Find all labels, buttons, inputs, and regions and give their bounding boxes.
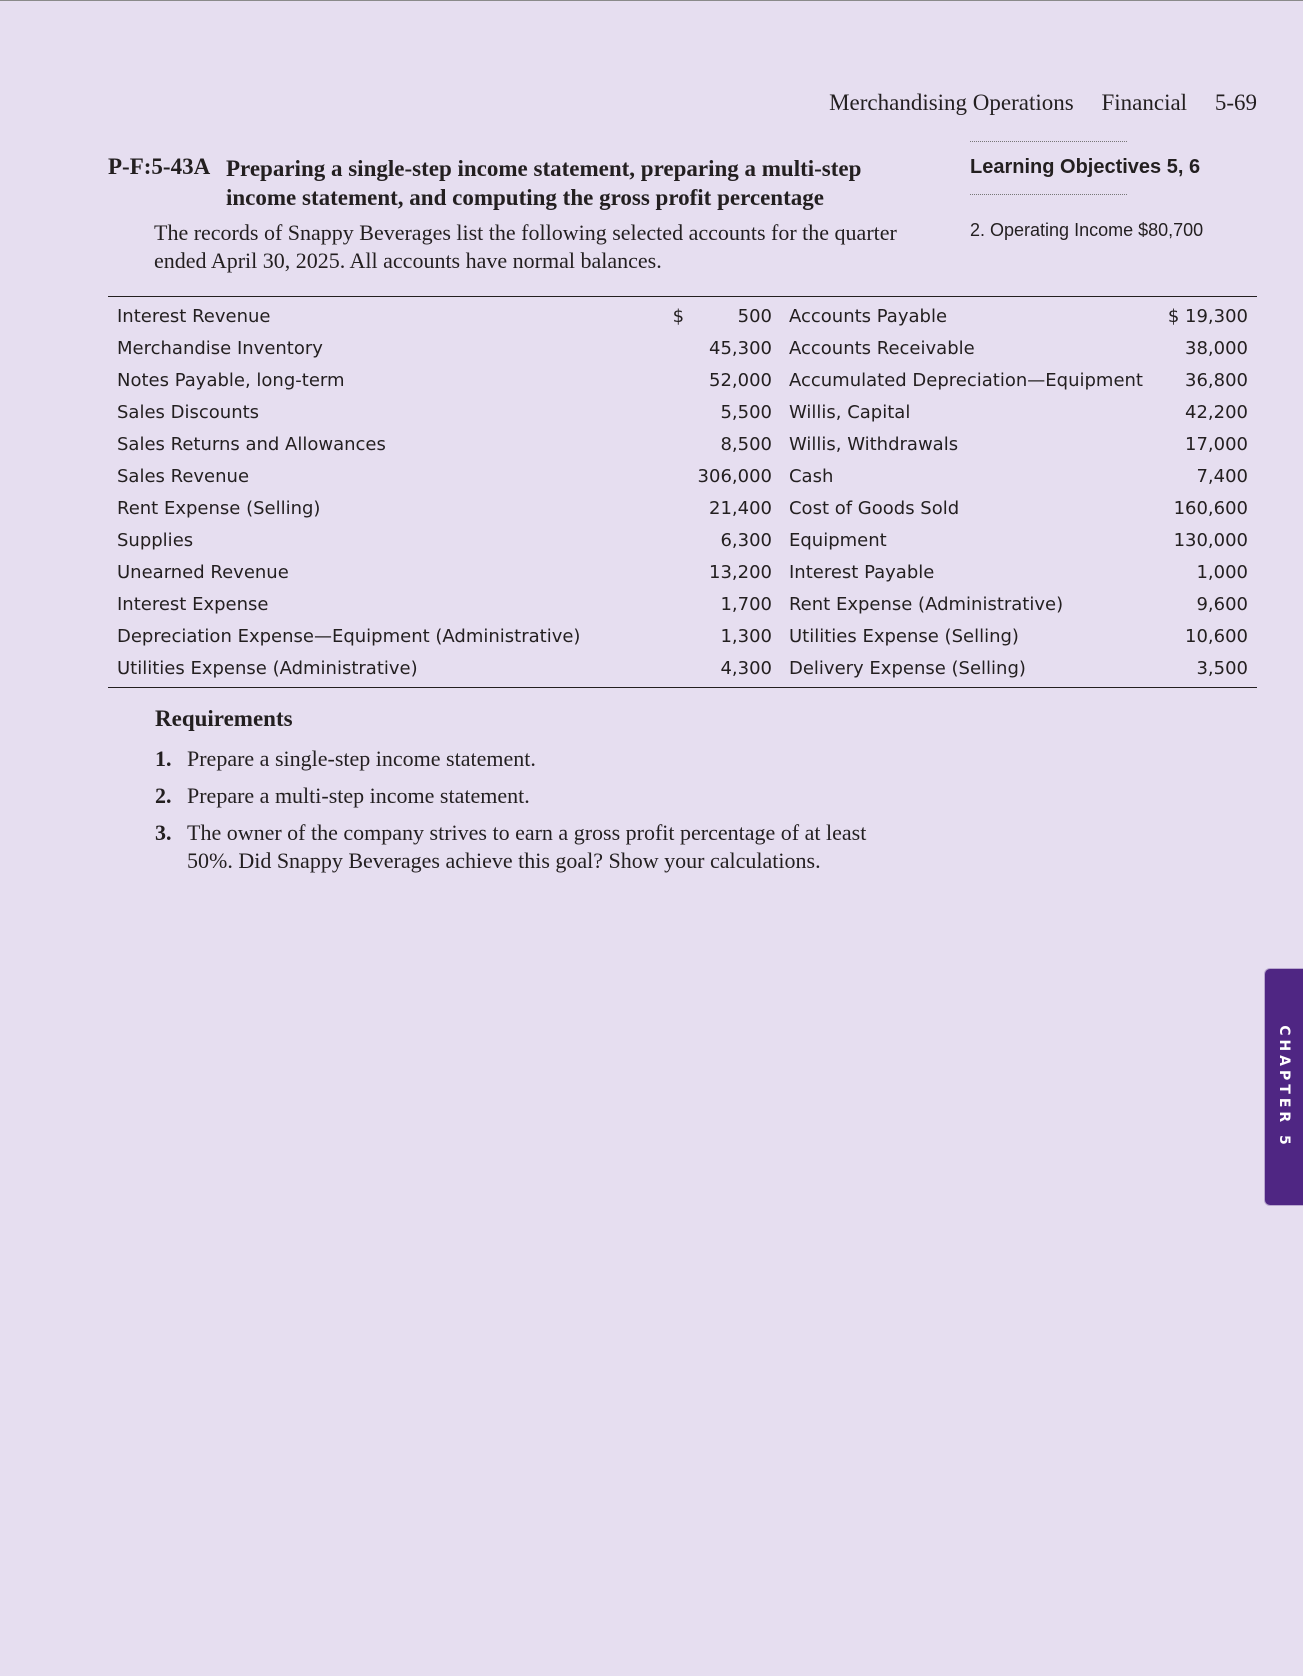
- account-name-right: Willis, Withdrawals: [788, 433, 959, 455]
- account-row: [108, 297, 1257, 333]
- account-name-left: Unearned Revenue: [117, 561, 289, 583]
- currency-symbol: [673, 364, 693, 396]
- currency-symbol: [673, 588, 693, 620]
- account-balance-left: 6,300: [720, 529, 772, 551]
- requirements-list: [155, 745, 885, 884]
- account-name-left: Supplies: [117, 529, 194, 551]
- check-figure: 2. Operating Income $80,700: [970, 220, 1204, 240]
- account-name-left: Sales Discounts: [117, 401, 260, 423]
- requirement-number: 2.: [155, 783, 172, 808]
- account-name-right: Interest Payable: [788, 561, 935, 583]
- account-balance-left: 45,300: [709, 337, 772, 359]
- account-balance-left: 21,400: [709, 497, 772, 519]
- account-balance-left: 13,200: [709, 561, 772, 583]
- account-name-left: Sales Revenue: [117, 465, 250, 487]
- currency-symbol: [673, 652, 693, 688]
- currency-symbol: [673, 492, 693, 524]
- learning-objectives-top-rule: [970, 141, 1127, 142]
- account-balance-right: 10,600: [1185, 625, 1248, 647]
- requirement-text: Prepare a multi-step income statement.: [187, 783, 530, 808]
- account-name-right: Rent Expense (Administrative): [788, 593, 1064, 615]
- problem-number: P-F:5-43A: [108, 154, 211, 179]
- top-rule: [0, 0, 1303, 1]
- currency-symbol: [673, 396, 693, 428]
- account-name-right: Accounts Payable: [788, 305, 948, 327]
- currency-symbol: $: [672, 305, 685, 327]
- account-name-left: Merchandise Inventory: [117, 337, 323, 359]
- requirement-number: 1.: [155, 746, 172, 771]
- account-balance-right: $ 19,300: [1167, 305, 1248, 327]
- account-balance-left: 306,000: [697, 465, 772, 487]
- account-balance-right: 1,000: [1196, 561, 1248, 583]
- account-balance-right: 160,600: [1173, 497, 1248, 519]
- account-row: [108, 524, 1257, 556]
- account-row: [108, 428, 1257, 460]
- account-row: [108, 588, 1257, 620]
- account-name-right: Utilities Expense (Selling): [788, 625, 1019, 647]
- account-balance-right: 7,400: [1196, 465, 1248, 487]
- requirement-text: Prepare a single-step income statement.: [187, 746, 536, 771]
- account-balance-left: 5,500: [720, 401, 772, 423]
- running-head-chapter-title: Merchandising Operations: [829, 90, 1074, 115]
- requirement-text: The owner of the company strives to earn a gross profit percentage of at least 50%. Did Snappy Beverages achieve this goal? Show your calculations.: [187, 820, 867, 873]
- account-row: [108, 492, 1257, 524]
- account-balance-left: 1,700: [720, 593, 772, 615]
- account-balance-left: 500: [737, 305, 772, 327]
- account-balance-left: 1,300: [720, 625, 772, 647]
- running-head: [829, 90, 1257, 116]
- account-balance-left: 8,500: [720, 433, 772, 455]
- requirement-number: 3.: [155, 820, 172, 845]
- page-number: 5-69: [1214, 90, 1257, 115]
- account-row: [108, 556, 1257, 588]
- chapter-tab[interactable]: [1264, 968, 1303, 1206]
- currency-symbol: [673, 556, 693, 588]
- account-name-left: Utilities Expense (Administrative): [117, 657, 418, 679]
- account-name-right: Cash: [788, 465, 834, 487]
- accounts-table: [108, 296, 1257, 688]
- account-balance-right: 38,000: [1185, 337, 1248, 359]
- requirement-item: [155, 782, 885, 810]
- currency-symbol: [673, 428, 693, 460]
- account-row: [108, 396, 1257, 428]
- account-name-left: Notes Payable, long-term: [117, 369, 345, 391]
- account-row: [108, 460, 1257, 492]
- requirement-item: [155, 819, 885, 875]
- requirements-heading: Requirements: [155, 706, 293, 731]
- learning-objectives-bottom-rule: [970, 194, 1127, 195]
- account-name-right: Cost of Goods Sold: [788, 497, 960, 519]
- account-row: [108, 364, 1257, 396]
- account-balance-right: 42,200: [1185, 401, 1248, 423]
- account-row: [108, 332, 1257, 364]
- currency-symbol: [673, 524, 693, 556]
- account-balance-right: 130,000: [1173, 529, 1248, 551]
- chapter-tab-label: CHAPTER 5: [1276, 1025, 1292, 1149]
- account-balance-right: 9,600: [1196, 593, 1248, 615]
- problem-intro: The records of Snappy Beverages list the following selected accounts for the quarter ended April 30, 2025. All accounts have normal balances.: [154, 220, 897, 273]
- account-balance-right: 3,500: [1196, 657, 1248, 679]
- account-balance-right: 17,000: [1185, 433, 1248, 455]
- account-name-right: Accumulated Depreciation—Equipment: [788, 369, 1143, 391]
- account-name-left: Interest Expense: [117, 593, 269, 615]
- account-name-right: Willis, Capital: [788, 401, 911, 423]
- problem-title: Preparing a single-step income statement, preparing a multi-step income statement, and computing the gross profit percentage: [226, 156, 862, 210]
- account-row: [108, 652, 1257, 688]
- account-balance-left: 4,300: [720, 657, 772, 679]
- account-name-left: Rent Expense (Selling): [117, 497, 321, 519]
- account-row: [108, 620, 1257, 652]
- running-head-section: Financial: [1101, 90, 1188, 115]
- account-name-right: Equipment: [788, 529, 887, 551]
- account-name-left: Depreciation Expense—Equipment (Administrative): [117, 625, 581, 647]
- account-name-right: Accounts Receivable: [788, 337, 975, 359]
- account-name-right: Delivery Expense (Selling): [788, 657, 1026, 679]
- account-balance-left: 52,000: [709, 369, 772, 391]
- account-name-left: Sales Returns and Allowances: [117, 433, 386, 455]
- account-balance-right: 36,800: [1185, 369, 1248, 391]
- currency-symbol: [673, 460, 693, 492]
- account-name-left: Interest Revenue: [117, 305, 271, 327]
- requirement-item: [155, 745, 885, 773]
- currency-symbol: [673, 620, 693, 652]
- learning-objectives-title: Learning Objectives 5, 6: [970, 156, 1201, 178]
- currency-symbol: [673, 332, 693, 364]
